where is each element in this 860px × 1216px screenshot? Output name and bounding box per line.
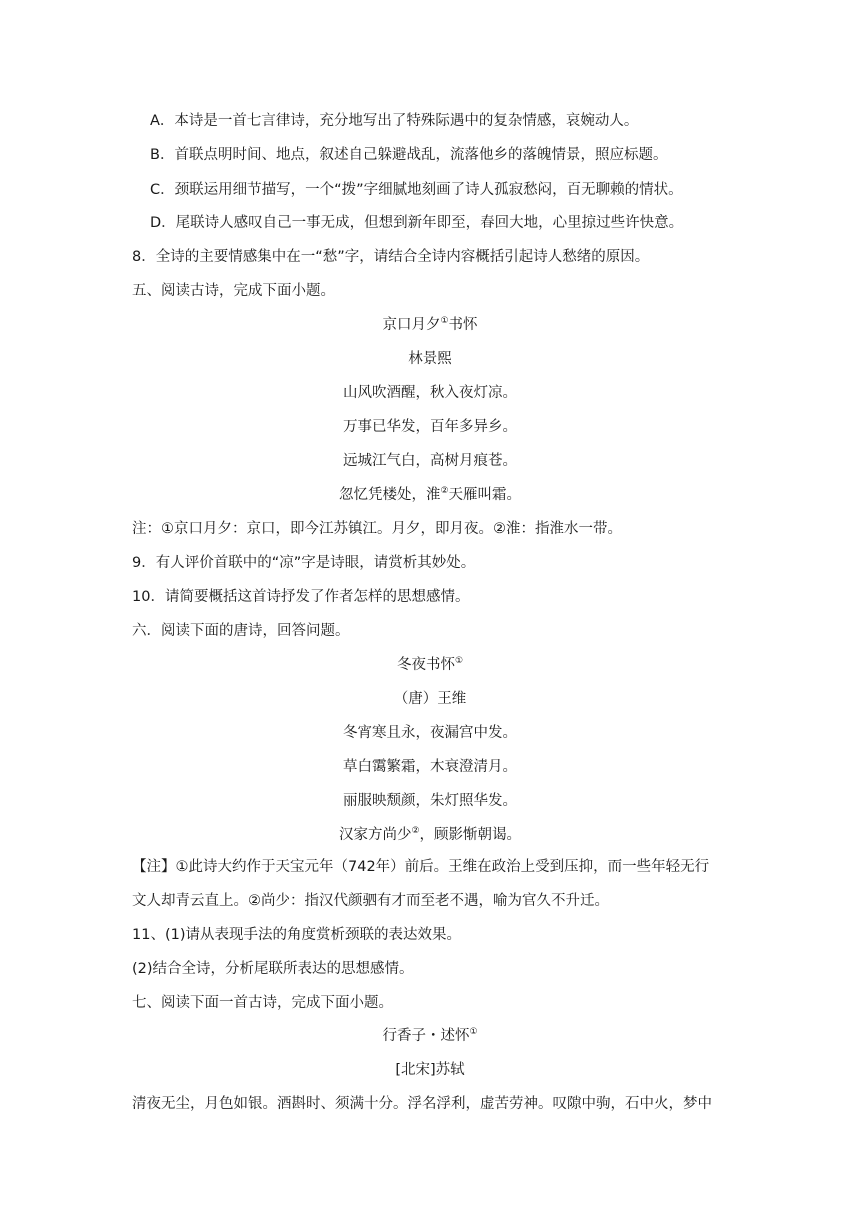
poem-6-note-line-1: 【注】①此诗大约作于天宝元年（742年）前后。王维在政治上受到压抑，而一些年轻无行	[132, 859, 710, 875]
poem-7-title-main: 行香子・述怀	[382, 1028, 470, 1044]
poem-5-line-3: 远城江气白，高树月痕苍。	[343, 453, 517, 469]
poem-5-title-main: 京口月夕	[382, 317, 441, 333]
option-d: D．尾联诗人感叹自己一事无成，但想到新年即至，春回大地，心里掠过些许快意。	[150, 215, 684, 231]
poem-5-author: 林景熙	[408, 351, 452, 367]
section-6-heading: 六．阅读下面的唐诗，回答问题。	[132, 623, 350, 639]
poem-6-line-4-head: 汉家方尚少	[338, 827, 412, 843]
poem-5-title	[132, 315, 728, 335]
footnote-mark-1: ①	[454, 656, 464, 666]
poem-7-title	[132, 1026, 728, 1046]
option-a: A．本诗是一首七言律诗，充分地写出了特殊际遇中的复杂情感，哀婉动人。	[150, 113, 639, 129]
poem-6-line-4-tail: ，顾影惭朝谒。	[419, 827, 522, 843]
option-c: C．颈联运用细节描写，一个“拨”字细腻地刻画了诗人孤寂愁闷，百无聊赖的情状。	[150, 182, 683, 198]
option-b: B．首联点明时间、地点，叙述自己躲避战乱，流落他乡的落魄情景，照应标题。	[150, 147, 668, 163]
footnote-mark-1: ①	[469, 1027, 478, 1037]
poem-6-title-main: 冬夜书怀	[396, 657, 455, 673]
section-7-heading: 七、阅读下面一首古诗，完成下面小题。	[132, 995, 393, 1011]
poem-5-line-4	[132, 485, 728, 505]
question-8: 8．全诗的主要情感集中在一“愁”字，请结合全诗内容概括引起诗人愁绪的原因。	[132, 249, 650, 265]
poem-5-line-4-head: 忽忆凭楼处，淮	[338, 487, 441, 503]
poem-6-note-line-2: 文人却青云直上。②尚少：指汉代颜驷有才而至老不遇，喻为官久不升迁。	[132, 893, 609, 909]
footnote-mark-2: ②	[440, 486, 449, 496]
question-11-part-2: (2)结合全诗，分析尾联所表达的思想感情。	[132, 961, 414, 977]
poem-6-line-4	[132, 825, 728, 845]
poem-6-line-3: 丽服映颓颜，朱灯照华发。	[343, 793, 517, 809]
footnote-mark-1: ①	[440, 316, 449, 326]
poem-5-line-1: 山风吹酒醒，秋入夜灯凉。	[343, 385, 517, 401]
poem-5-line-4-tail: 天雁叫霜。	[448, 487, 522, 503]
poem-5-note: 注：①京口月夕：京口，即今江苏镇江。月夕，即月夜。②淮：指淮水一带。	[132, 521, 622, 537]
poem-6-author: （唐）王维	[393, 691, 467, 707]
poem-6-title	[132, 655, 728, 675]
question-11-part-1: 11、(1)请从表现手法的角度赏析颈联的表达效果。	[132, 927, 461, 943]
question-9: 9．有人评价首联中的“凉”字是诗眼，请赏析其妙处。	[132, 555, 476, 571]
question-10: 10．请简要概括这首诗抒发了作者怎样的思想感情。	[132, 589, 470, 605]
poem-5-title-tail: 书怀	[448, 317, 478, 333]
poem-7-author: [北宋]苏轼	[395, 1062, 465, 1078]
poem-7-text-line-1: 清夜无尘，月色如银。酒斟时、须满十分。浮名浮利，虚苦劳神。叹隙中驹，石中火，梦中	[132, 1096, 712, 1112]
footnote-mark-2: ②	[411, 826, 420, 836]
poem-6-line-2: 草白霭繁霜，木衰澄清月。	[343, 759, 517, 775]
section-5-heading: 五、阅读古诗，完成下面小题。	[132, 283, 335, 299]
poem-6-line-1: 冬宵寒且永，夜漏宫中发。	[343, 725, 517, 741]
poem-5-line-2: 万事已华发，百年多异乡。	[343, 419, 517, 435]
